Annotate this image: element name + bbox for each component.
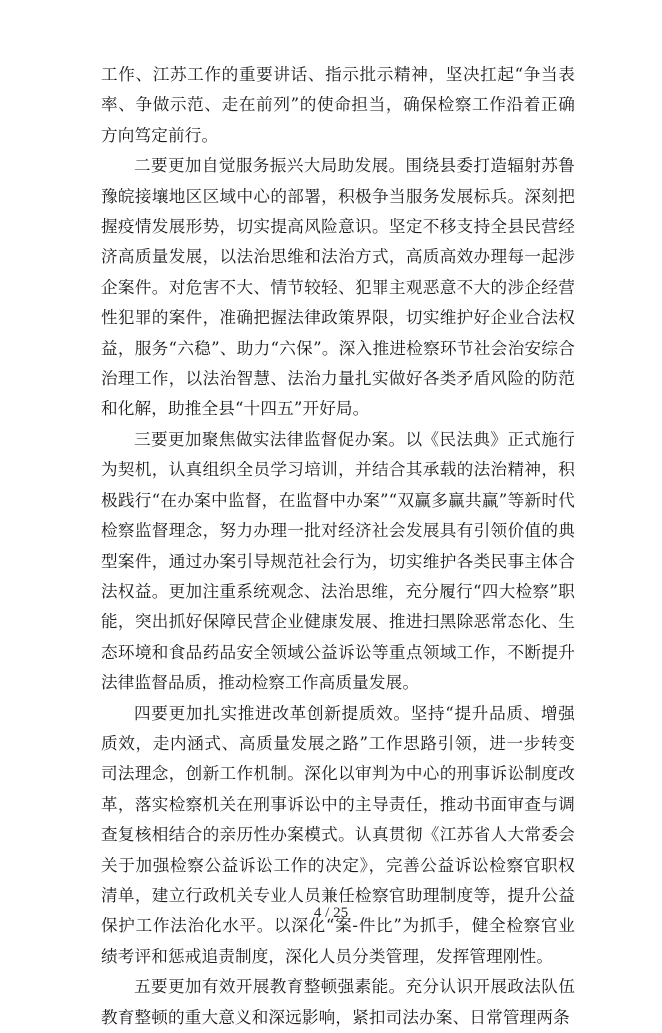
document-body: [101, 60, 575, 1033]
paragraph-continuation: 工作、江苏工作的重要讲话、指示批示精神，坚决扛起“争当表率、争做示范、走在前列”的使命担当，确保检察工作沿着正确方向笃定前行。: [101, 65, 575, 145]
paragraph-point-four: 四要更加扎实推进改革创新提质效。坚持“提升品质、增强质效，走内涵式、高质量发展之路”工作思路引领，进一步转变司法理念，创新工作机制。深化以审判为中心的刑事诉讼制度改革，落实检察机关在刑事诉讼中的主导责任，推动书面审查与调查复核相结合的亲历性办案模式。认真贯彻《江苏省人大常委会关于加强检察公益诉讼工作的决定》，完善公益诉讼检察官职权清单，建立行政机关专业人员兼任检察官助理制度等，提升公益保护工作法治化水平。以深化“案-件比”为抓手，健全检察官业绩考评和惩戒追责制度，深化人员分类管理，发挥管理刚性。: [101, 703, 575, 966]
page-number: 4 / 25: [313, 905, 349, 921]
paragraph-point-two: 二要更加自觉服务振兴大局助发展。围绕县委打造辐射苏鲁豫皖接壤地区区域中心的部署，积极争当服务发展标兵。深刻把握疫情发展形势，切实提高风险意识。坚定不移支持全县民营经济高质量发展，以法治思维和法治方式，高质高效办理每一起涉企案件。对危害不大、情节较轻、犯罪主观恶意不大的涉企经营性犯罪的案件，准确把握法律政策界限，切实维护好企业合法权益，服务“六稳”、助力“六保”。深入推进检察环节社会治安综合治理工作，以法治智慧、法治力量扎实做好各类矛盾风险的防范和化解，助推全县“十四五”开好局。: [101, 156, 575, 419]
paragraph-point-five: 五要更加有效开展教育整顿强素能。充分认识开展政法队伍教育整顿的重大意义和深远影响，紧扣司法办案、日常管理两条: [101, 977, 575, 1027]
paragraph-point-three: 三要更加聚焦做实法律监督促办案。以《民法典》正式施行为契机，认真组织全员学习培训，并结合其承载的法治精神，积极践行“在办案中监督，在监督中办案”“双赢多赢共赢”等新时代检察监督理念，努力办理一批对经济社会发展具有引领价值的典型案件，通过办案引导规范社会行为，切实维护各类民事主体合法权益。更加注重系统观念、法治思维，充分履行“四大检察”职能，突出抓好保障民营企业健康发展、推进扫黑除恶常态化、生态环境和食品药品安全领域公益诉讼等重点领域工作，不断提升法律监督品质，推动检察工作高质量发展。: [101, 429, 575, 693]
